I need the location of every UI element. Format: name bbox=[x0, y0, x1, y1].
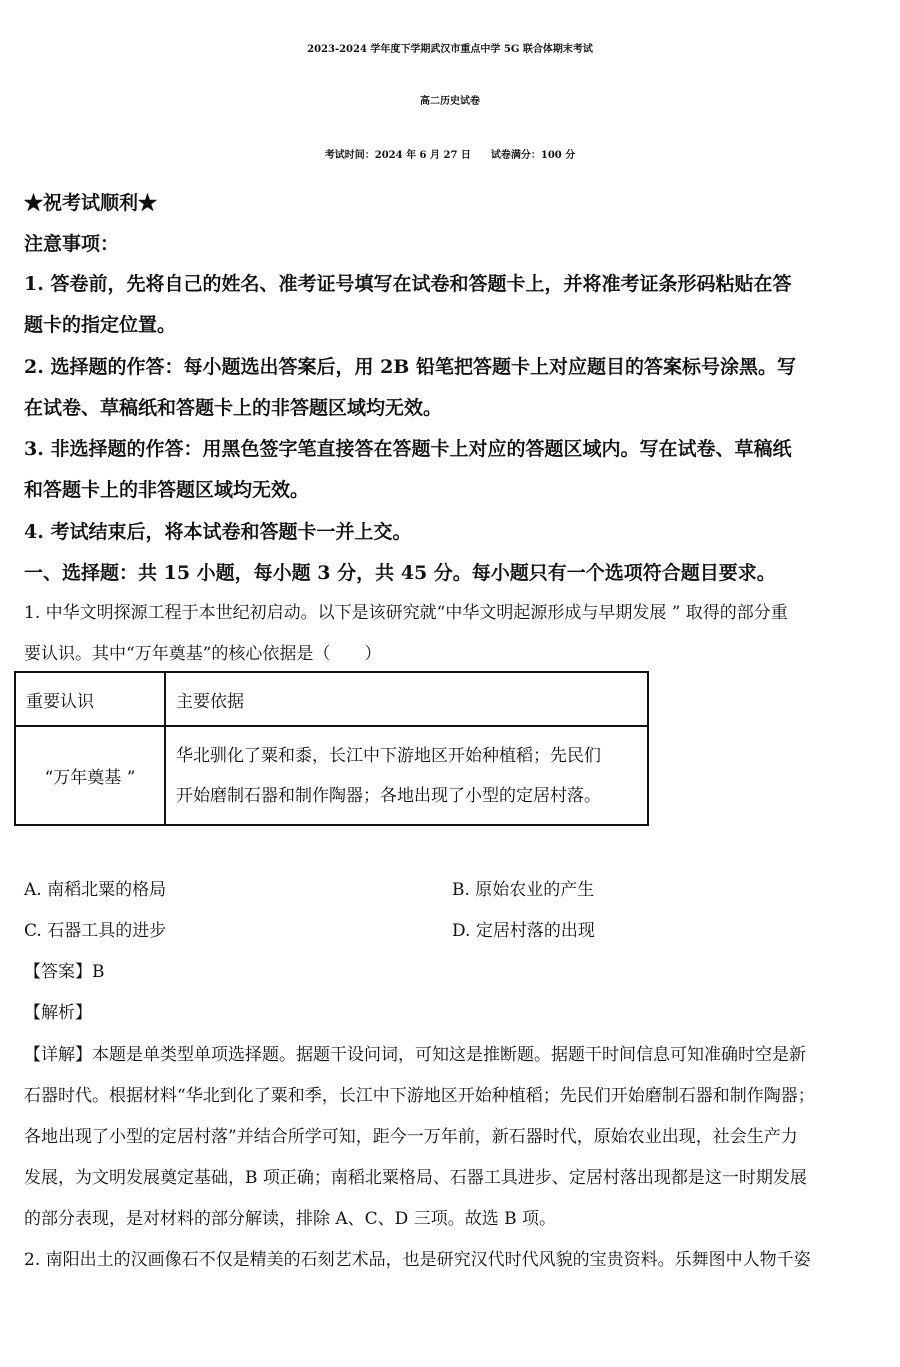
question-1-stem-line-1: 1. 中华文明探源工程于本世纪初启动。以下是该研究就“中华文明起源形成与早期发展 ” 取得的部分重 bbox=[24, 603, 788, 623]
exam-title: 2023-2024 学年度下学期武汉市重点中学 5G 联合体期末考试 bbox=[307, 44, 593, 55]
detail-line-3: 各地出现了小型的定居村落”并结合所学可知，距今一万年前，新石器时代，原始农业出现，社会生产力 bbox=[24, 1127, 798, 1147]
option-d: D. 定居村落的出现 bbox=[452, 921, 595, 941]
exam-info: 考试时间：2024 年 6 月 27 日 试卷满分：100 分 bbox=[324, 150, 576, 161]
answer: 【答案】B bbox=[24, 962, 105, 982]
notice-item-4: 4. 考试结束后，将本试卷和答题卡一并上交。 bbox=[24, 521, 412, 543]
question-2-stem-line-1: 2. 南阳出土的汉画像石不仅是精美的石刻艺术品，也是研究汉代时代风貌的宝贵资料。乐舞图中人物千姿 bbox=[24, 1250, 811, 1270]
detail-line-5: 的部分表现，是对材料的部分解读，排除 A、C、D 三项。故选 B 项。 bbox=[24, 1209, 557, 1229]
table-header-row bbox=[15, 672, 648, 726]
detail-line-2: 石器时代。根据材料“华北到化了粟和季，长江中下游地区开始种植稻；先民们开始磨制石器和制作陶器； bbox=[24, 1086, 815, 1106]
table-header-cell: 重要认识 bbox=[15, 672, 165, 726]
notice-item-2-line-2: 在试卷、草稿纸和答题卡上的非答题区域均无效。 bbox=[24, 397, 443, 419]
notice-item-2-line-1: 2. 选择题的作答：每小题选出答案后，用 2B 铅笔把答题卡上对应题目的答案标号涂黑。写 bbox=[24, 356, 796, 378]
notice-item-3-line-2: 和答题卡上的非答题区域均无效。 bbox=[24, 479, 310, 501]
table-cell-line: 华北驯化了粟和黍，长江中下游地区开始种植稻；先民们 bbox=[176, 745, 601, 766]
notice-item-1-line-1: 1. 答卷前，先将自己的姓名、准考证号填写在试卷和答题卡上，并将准考证条形码粘贴在答 bbox=[24, 273, 792, 295]
table-cell-line: 开始磨制石器和制作陶器；各地出现了小型的定居村落。 bbox=[176, 785, 601, 806]
question-1-stem-line-2: 要认识。其中“万年奠基”的核心依据是（ ） bbox=[24, 644, 382, 664]
table-cell: “万年奠基 ” bbox=[15, 726, 165, 825]
detail-line-4: 发展，为文明发展奠定基础，B 项正确；南稻北粟格局、石器工具进步、定居村落出现都是这一时期发展 bbox=[24, 1168, 807, 1188]
blessing: ★祝考试顺利★ bbox=[24, 192, 158, 214]
notice-heading: 注意事项： bbox=[24, 233, 120, 255]
notice-item-3-line-1: 3. 非选择题的作答：用黑色签字笔直接答在答题卡上对应的答题区域内。写在试卷、草稿纸 bbox=[24, 438, 792, 460]
option-a: A. 南稻北粟的格局 bbox=[24, 880, 167, 900]
table-row bbox=[15, 726, 648, 825]
exam-subtitle: 高二历史试卷 bbox=[420, 96, 480, 107]
analysis-label: 【解析】 bbox=[24, 1003, 92, 1023]
table-header-cell: 主要依据 bbox=[165, 672, 648, 726]
notice-item-1-line-2: 题卡的指定位置。 bbox=[24, 314, 177, 336]
detail-line-1: 【详解】本题是单类型单项选择题。据题干设问词，可知这是推断题。据题干时间信息可知准确时空是新 bbox=[24, 1045, 806, 1065]
option-b: B. 原始农业的产生 bbox=[452, 880, 595, 900]
section-heading: 一、选择题：共 15 小题，每小题 3 分，共 45 分。每小题只有一个选项符合题目要求。 bbox=[24, 562, 776, 584]
question-1-table bbox=[14, 671, 649, 826]
table-cell bbox=[165, 726, 648, 825]
option-c: C. 石器工具的进步 bbox=[24, 921, 167, 941]
